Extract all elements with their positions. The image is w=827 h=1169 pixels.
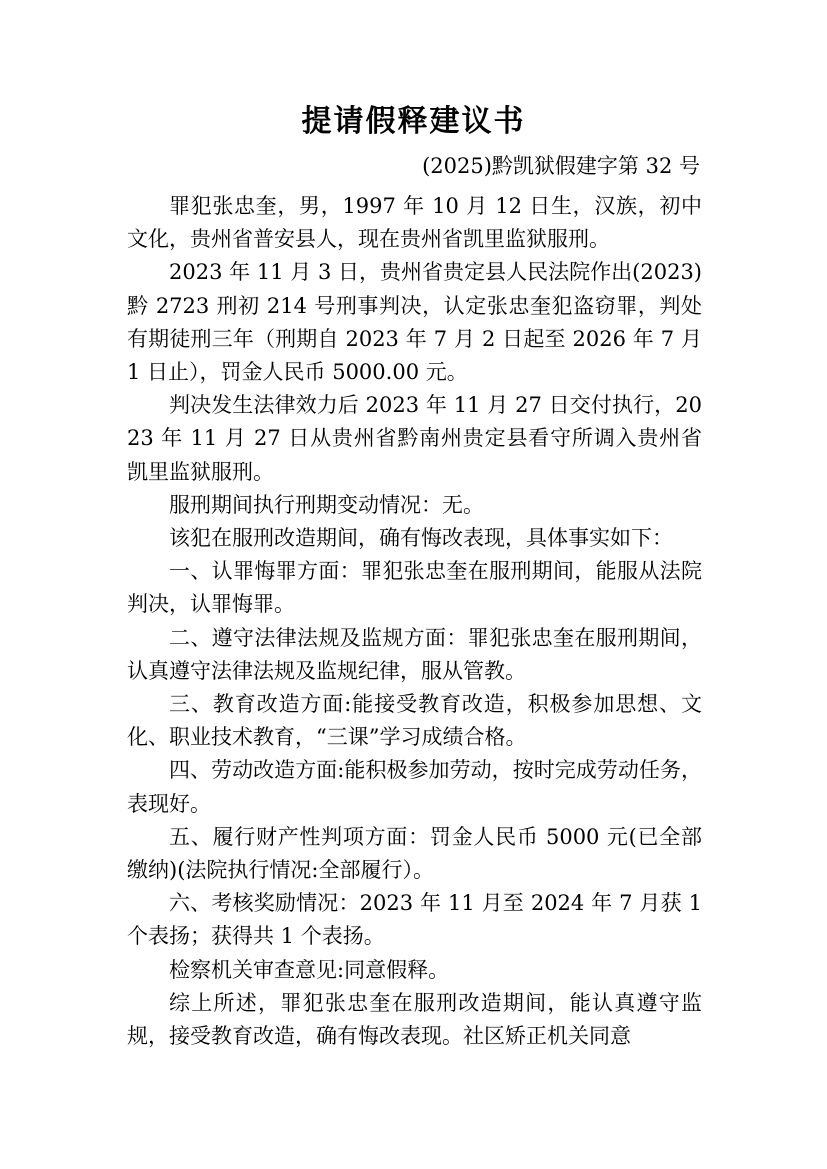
document-number: (2025)黔凯狱假建字第 32 号 [422,154,700,178]
paragraph: 罪犯张忠奎，男，1997 年 10 月 12 日生，汉族，初中文化，贵州省普安县人，现在贵州省凯里监狱服刑。 [127,194,702,252]
paragraph: 检察机关审查意见:同意假释。 [169,957,450,982]
paragraph: 该犯在服刑改造期间，确有悔改表现，具体事实如下： [169,526,673,551]
document-title: 提请假释建议书 [301,104,526,139]
paragraph: 四、劳动改造方面:能积极参加劳动，按时完成劳动任务，表现好。 [127,758,702,816]
paragraph: 判决发生法律效力后 2023 年 11 月 27 日交付执行，2023 年 11 月 27 日从贵州省黔南州贵定县看守所调入贵州省凯里监狱服刑。 [127,393,702,484]
paragraph: 2023 年 11 月 3 日，贵州省贵定县人民法院作出(2023)黔 2723 刑初 214 号刑事判决，认定张忠奎犯盗窃罪，判处有期徒刑三年（刑期自 2023 年 7 月 2 日起至 2026 年 7 月 1 日止），罚金人民币 5000.00 元。 [127,260,702,385]
paragraph: 五、履行财产性判项方面：罚金人民币 5000 元(已全部缴纳)(法院执行情况:全部履行）。 [127,824,702,883]
paragraph: 服刑期间执行刑期变动情况：无。 [169,492,484,517]
paragraph: 三、教育改造方面:能接受教育改造，积极参加思想、文化、职业技术教育，“三课”学习成绩合格。 [127,692,702,750]
paragraph: 二、遵守法律法规及监规方面：罪犯张忠奎在服刑期间，认真遵守法律法规及监规纪律，服从管教。 [127,625,702,683]
document-body [127,190,702,1053]
paragraph: 六、考核奖励情况：2023 年 11 月至 2024 年 7 月获 1 个表扬；获得共 1 个表扬。 [127,891,702,949]
paragraph: 一、认罪悔罪方面：罪犯张忠奎在服刑期间，能服从法院判决，认罪悔罪。 [127,559,702,617]
paragraph: 综上所述，罪犯张忠奎在服刑改造期间，能认真遵守监规，接受教育改造，确有悔改表现。社区矫正机关同意 [127,990,702,1049]
